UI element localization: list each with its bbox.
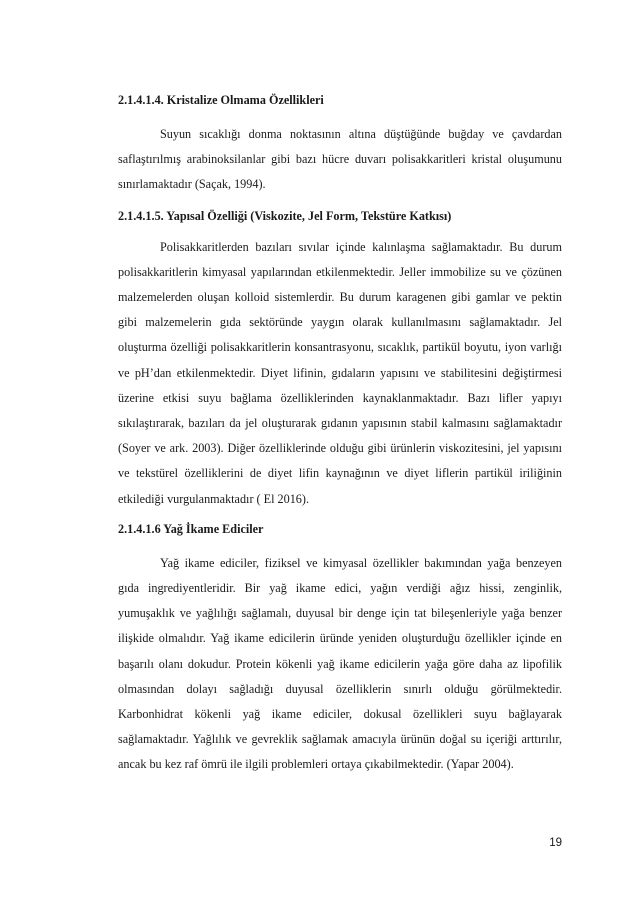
- section-heading-yapisal: 2.1.4.1.5. Yapısal Özelliği (Viskozite, Jel Form, Tekstüre Katkısı): [118, 208, 452, 223]
- section-paragraph-kristalize: Suyun sıcaklığı donma noktasının altına düştüğünde buğday ve çavdardan saflaştırılmış arabinoksilanlar gibi bazı hücre duvarı polisakkaritleri kristal oluşumunu sınırlamaktadır (Saçak, 1994).: [118, 127, 562, 192]
- section-paragraph-yag-ikame: Yağ ikame ediciler, fiziksel ve kimyasal özellikler bakımından yağa benzeyen gıda ingrediyentleridir. Bir yağ ikame edici, yağın verdiği ağız hissi, zenginlik, yumuşaklık ve yağlılığı sağlamalı, duyusal bir denge için tat bileşenleriyle yağa benzer ilişkide olmalıdır. Yağ ikame edicilerin üründe yeniden oluşturduğu özellikler içinde en başarılı olanı dokudur. Protein kökenli yağ ikame edicilerin yağa göre daha az lipofilik olmasından dolayı sağladığı duyusal özelliklerin sınırlı olduğu görülmektedir. Karbonhidrat kökenli yağ ikame ediciler, dokusal özellikleri suyu bağlayarak sağlamaktadır. Yağlılık ve gevreklik sağlamak amacıyla ürünün doğal su içeriği arttırılır, ancak bu kez raf ömrü ile ilgili problemleri ortaya çıkabilmektedir. (Yapar 2004).: [118, 555, 562, 772]
- section-heading-yag-ikame: 2.1.4.1.6 Yağ İkame Ediciler: [118, 521, 264, 536]
- section-paragraph-yapisal: Polisakkaritlerden bazıları sıvılar içinde kalınlaşma sağlamaktadır. Bu durum polisakkaritlerin kimyasal yapılarından etkilenmektedir. Jeller immobilize su ve çözünen malzemelerden oluşan kolloid sistemlerdir. Bu durum karagenen gibi gamlar ve pektin gibi malzemelerin gıda sektöründe yaygın olarak kullanılmasını sağlamaktadır. Jel oluşturma özelliği polisakkaritlerin konsantrasyonu, sıcaklık, partikül boyutu, iyon varlığı ve pH’dan etkilenmektedir. Diyet lifinin, gıdaların yapısını ve stabilitesini değiştirmesi üzerine etkisi suyu bağlama özelliklerinden kaynaklanmaktadır. Bazı lifler yapıyı sıkılaştırarak, bazıları da jel oluşturarak gıdanın yapısının stabil kalmasını sağlamaktadır (Soyer ve ark. 2003). Diğer özelliklerinde olduğu gibi ürünlerin viskozitesini, jel yapısını ve tekstürel özelliklerini de diyet lifin kaynağının ve diyet liflerin partikül iriliğinin etkilediği vurgulanmaktadır ( El 2016).: [118, 239, 562, 506]
- document-page: [118, 91, 562, 778]
- page-number: 19: [549, 837, 562, 849]
- section-heading-kristalize: 2.1.4.1.4. Kristalize Olmama Özellikleri: [118, 93, 324, 107]
